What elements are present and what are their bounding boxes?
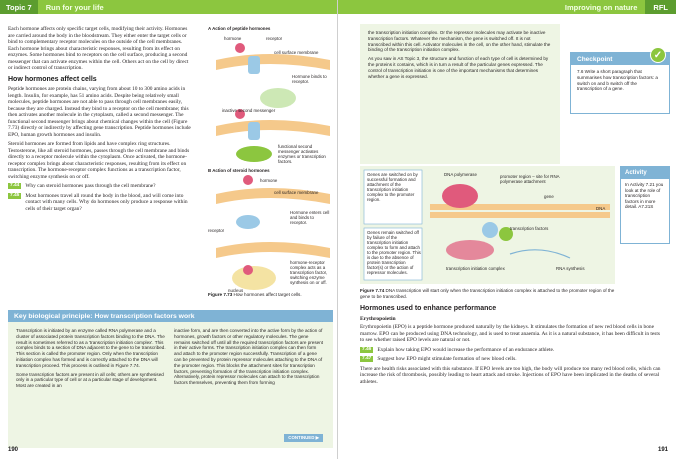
rna-polymerase-shape [442, 184, 478, 208]
kbp-para: the transcription initiation complex. Or the repressor molecules may activate be inactive transcription factors. Whatever the mechanism, the gene is switched off. It is not transcribed within this cell. Activator molecules in the cell, on the other hand, stimulate the binding of the transcription initiation complex. [368, 30, 551, 53]
rna-synthesis-strand [510, 250, 570, 258]
question-7-45 [8, 193, 193, 213]
activity-box [620, 166, 670, 244]
hormone-diagram [208, 26, 333, 296]
question-number: 7.44 [10, 183, 20, 188]
page-number-left: 190 [8, 447, 19, 453]
enters-label: Hormone enters cell and binds to receptor. [290, 210, 330, 225]
right-page [338, 0, 676, 459]
question-7-47 [360, 356, 665, 363]
second-messenger-active [236, 146, 272, 162]
peptide-paragraph: Peptide hormones are protein chains, varying from about 10 to 300 amino acids in length. Insulin, for example, has 51 amino acids. Despite being relatively small molecules, peptide hormones are not able to pass through cell membranes easily, because they are charged. Instead they bind to a receptor on the cell membrane; this then activates another molecule in the cytoplasm, called a second messenger. The functional second messenger brings about chemical changes within the cell (Figure 7.73) directly or indirectly by affecting gene transcription. Peptide hormones include EPO, human growth hormones and insulin. [8, 86, 191, 138]
key-principle-body [8, 322, 333, 398]
activity-text: In Activity 7.21 you look at the role of transcription factors in more detail. A7.21S [625, 182, 664, 210]
membrane-label-a: cell surface membrane [274, 50, 319, 55]
kbp-para: As you saw in AS Topic 3, the structure and function of each type of cell is determined by the proteins it contains, which is in turn a result of the particular genes expressed. The control of transcription initiation is one of the important mechanisms that determines whether a gene is expressed. [368, 56, 549, 79]
receptor-a2 [248, 122, 260, 140]
nucleus-shape [232, 266, 276, 290]
kbp-continued-text [360, 24, 560, 88]
question-text: Most hormones travel all round the body in the blood, and will come into contact with many cells. Why do hormones only produce a response within cells of their target organ? [25, 192, 188, 212]
genes-off-label: Genes remain switched off by failure of the transcription initiation complex to form and attach to the promoter region. This is due to the absence of protein transcription factor(s) or the action of repressor molecules. [367, 230, 421, 275]
genes-on-label: Genes are switched on by successful formation and attachment of the transcription initiation complex to the promoter region. [367, 172, 418, 202]
second-messenger-inactive [260, 88, 296, 108]
epo-section-heading: Hormones used to enhance performance [360, 305, 497, 312]
key-principle-heading: Key biological principle: How transcription factors work [8, 310, 333, 322]
dna-label: DNA [596, 206, 606, 211]
key-principle-col-1 [16, 328, 166, 392]
topic-title: Run for your life [45, 2, 104, 12]
cell-membrane-b2 [216, 242, 330, 258]
activity-heading: Activity [621, 167, 669, 179]
initiation-complex-label: transcription initiation complex [446, 266, 505, 271]
epo-paragraph-1: Erythropoietin (EPO) is a peptide hormone produced naturally by the kidneys. It stimulates the formation of new red blood cells in bone marrow. EPO can be produced using DNA technology, and is used to treat anaemia. As it is a natural substance, it has been difficult in tests to see whether raised EPO levels are natural or not. [360, 324, 660, 343]
topic-label: Topic 7 [0, 0, 38, 14]
figure-7-74-diagram [360, 166, 615, 284]
dna-polymerase-label: DNA polymerase [444, 172, 477, 177]
steroid-paragraph: Steroid hormones are formed from lipids and have complex ring structures. Testosterone, like all steroid hormones, passes through the cell membrane and binds directly to a receptor molecule within the cytoplasm. Once activated, the hormone-receptor complex brings about characteristic responses, resulting from its effect on transcription. The hormone-receptor complex functions as a transcription factor, switching enzyme synthesis on or off. [8, 141, 190, 180]
key-principle-col-2 [174, 328, 324, 392]
question-text: Explain how taking EPO would increase the performance of an endurance athlete. [377, 346, 555, 353]
transcription-factor-a [482, 222, 498, 238]
cell-membrane-a2 [216, 120, 330, 136]
check-icon: ✓ [650, 47, 666, 63]
figure-7-74-caption: Figure 7.74 DNA transcription will start only when the transcription initiation complex is attached to the promoter region of the gene to be transcribed. [360, 288, 615, 299]
section-heading: How hormones affect cells [8, 75, 97, 83]
transcription-factors-label: transcription factors [510, 226, 549, 231]
nucleus-label: nucleus [228, 288, 244, 293]
key-principle-box [8, 310, 333, 448]
hormone-receptor-complex [243, 265, 253, 275]
kbp-para: Some transcription factors are present in all cells; others are synthesised only in a particular type of cell or at a particular stage of development. Most are created in an [16, 371, 164, 389]
receptor-label-b: receptor [208, 228, 225, 233]
gene-label: gene [544, 194, 554, 199]
question-text: Suggest how EPO might stimulate formation of new blood cells. [377, 356, 517, 362]
key-principle-continued [360, 24, 560, 164]
promoter-label: promoter region – site for RNA polymerase attachment [500, 174, 560, 184]
panel-b-label: B Action of steroid hormones [208, 168, 270, 173]
hormone-label-b: hormone [260, 178, 278, 183]
receptor-a [248, 56, 260, 74]
receptor-b [236, 215, 260, 229]
question-number: 7.47 [362, 356, 372, 361]
rna-synthesis-label: RNA synthesis [556, 266, 585, 271]
binds-label: Hormone binds to receptor. [292, 74, 327, 84]
question-7-44 [8, 183, 193, 190]
checkpoint-heading: Checkpoint ✓ [571, 53, 669, 65]
question-number: 7.46 [362, 346, 372, 352]
cell-membrane-a [216, 54, 330, 70]
question-text: Why can steroid hormones pass through the cell membrane? [25, 183, 156, 189]
initiation-complex-shape [446, 240, 494, 260]
inactive-label: inactive second messenger [222, 108, 276, 113]
rfl-tag: RFL [645, 0, 676, 14]
hormone-molecule-b [243, 175, 253, 185]
panel-a-label: A Action of peptide hormones [208, 26, 271, 31]
left-text-column [8, 26, 193, 215]
checkpoint-box [570, 49, 670, 114]
question-number: 7.45 [10, 192, 20, 198]
right-topbar [338, 0, 676, 14]
intro-paragraph: Each hormone affects only specific target cells, modifying their activity. Hormones are carried around the body in the bloodstream. They either enter the target cells or bind to complementary receptor molecules on the outside of the cell membranes. Each hormone brings about characteristic responses, resulting from its effect on enzymes. Some hormones bind to receptors on the cell surface, producing a second messenger that can activate enzymes within the cell. Others act on the cell by direct or indirect control of transcription. [8, 26, 189, 71]
figure-7-73-caption: Figure 7.73 How hormones affect target cells. [208, 292, 302, 297]
receptor-label-a: receptor [266, 36, 283, 41]
checkpoint-text: 7.6 Write a short paragraph that summarises how transcription factors: a switch on and b switch off the transcription of a gene. [577, 69, 658, 92]
kbp-para: inactive form, and are then converted into the active form by the action of hormones, growth factors or other regulatory molecules. The gene remains switched off until all the required transcription factors are present in their active forms. The transcription initiation complex can then form and attach to the promoter region successfully. Transcription of a gene can be prevented by protein repressor molecules attaching to the DNA of the promoter region. This blocks the attachment sites for transcription factors, preventing formation of the transcription initiation complex. Alternatively, protein repressor molecules can attach to the transcription factors themselves, preventing them from forming [174, 328, 324, 386]
complex-label: hormone-receptor complex acts as a transcription factor, switching enzyme synthesis on or off. [290, 260, 328, 285]
functional-label: functional second messenger activates enzymes or transcription factors. [278, 144, 326, 164]
epo-subheading: Erythropoietin [360, 315, 396, 322]
epo-section [360, 306, 665, 385]
epo-paragraph-2: There are health risks associated with this substance. If EPO levels are too high, the body will produce too many red blood cells, which can increase the risk of thrombosis, possibly leading to heart attack and stroke. Injections of EPO have been implicated in the deaths of several athletes. [360, 365, 661, 385]
hormone-molecule-a [235, 43, 245, 53]
left-topbar [0, 0, 338, 14]
section-title: Improving on nature [564, 2, 638, 12]
membrane-label-b: cell surface membrane [274, 190, 319, 195]
kbp-para: Transcription is initiated by an enzyme called RNA polymerase and a cluster of associated protein transcription factors binding to the DNA. The result is sometimes referred to as a 'transcription initiation complex'. This complex binds to a section of DNA adjacent to the gene to be transcribed. This section is called the promoter region. Only when the transcription initiation complex has formed and is correctly attached to the DNA will transcription proceed. This process is outlined in Figure 7.74. [16, 328, 166, 368]
continued-badge: CONTINUED ▶ [284, 434, 323, 442]
question-7-46 [360, 347, 665, 354]
page-number-right: 191 [657, 447, 668, 453]
dna-strand-bottom [430, 212, 610, 218]
hormone-label-a: hormone [224, 36, 242, 41]
